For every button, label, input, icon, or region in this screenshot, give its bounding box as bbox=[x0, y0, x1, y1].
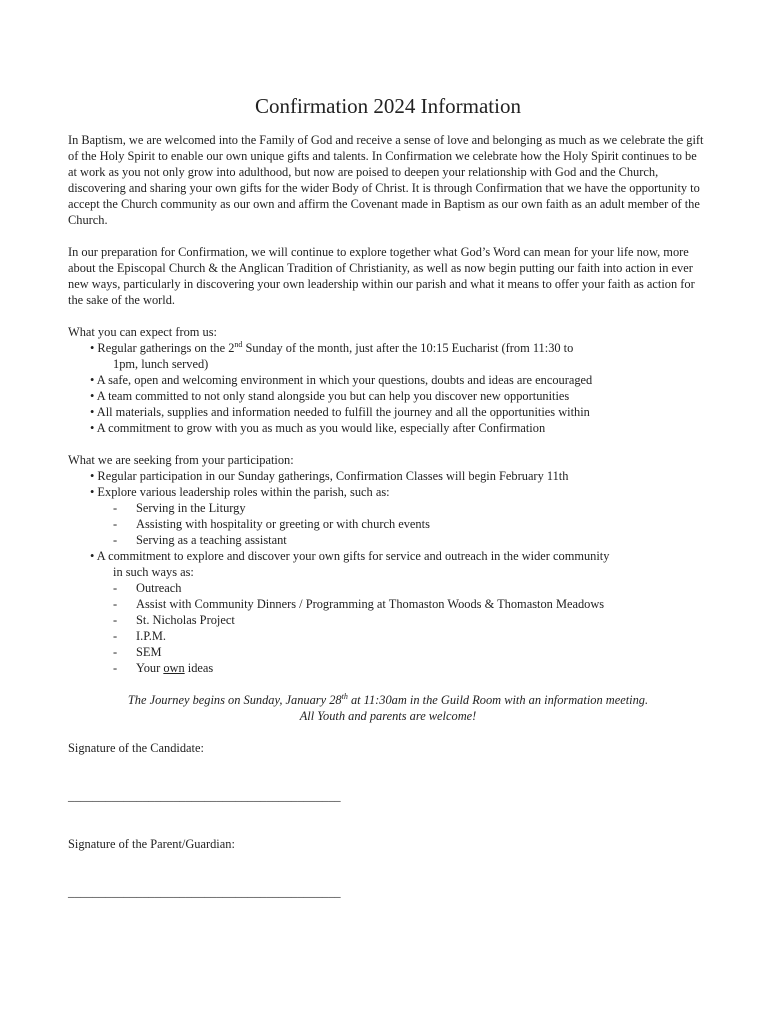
list-item bbox=[68, 612, 708, 628]
list-item bbox=[68, 644, 708, 660]
expect-bullet-team: • A team committed to not only stand alongside you but can help you discover new opportunities bbox=[90, 389, 570, 403]
candidate-signature-label: Signature of the Candidate: bbox=[68, 741, 204, 755]
dash-marker: - bbox=[113, 645, 118, 659]
dash-marker: - bbox=[113, 613, 118, 627]
intro-paragraph-preparation: In our preparation for Confirmation, we will continue to explore together what God’s Word can mean for your life now, more about the Episcopal Church & the Anglican Tradition of Christianity, as well as now begin putting our faith into action in ever new ways, particularly in discovering your own leadership within our parish and what it means to offer your faith as action for the sake of the world. bbox=[68, 245, 695, 307]
way-text-part: Your bbox=[136, 661, 164, 675]
list-item bbox=[68, 660, 708, 676]
seeking-heading: What we are seeking from your participation: bbox=[68, 453, 294, 467]
way-text: St. Nicholas Project bbox=[136, 613, 235, 627]
way-text: Outreach bbox=[136, 581, 182, 595]
list-item bbox=[68, 516, 708, 532]
seeking-bullet-outreach-cont: in such ways as: bbox=[113, 565, 194, 579]
seeking-bullet-leadership: • Explore various leadership roles within the parish, such as: bbox=[90, 485, 390, 499]
way-text: SEM bbox=[136, 645, 162, 659]
parent-signature-label: Signature of the Parent/Guardian: bbox=[68, 837, 235, 851]
list-item bbox=[68, 532, 708, 548]
dash-marker: - bbox=[113, 517, 118, 531]
ordinal-suffix: th bbox=[341, 691, 348, 701]
bullet-text: • Regular gatherings on the 2 bbox=[90, 341, 235, 355]
expect-section bbox=[68, 324, 708, 436]
intro-paragraph-baptism: In Baptism, we are welcomed into the Family of God and receive a sense of love and belonging as much as we celebrate the gift of the Holy Spirit to enable our own unique gifts and talents. In Confirmation we celebrate how the Holy Spirit continues to be at work as you not only grow into adulthood, but now are poised to deepen your relationship with God and the Church, discovering and sharing your own gifts for the wider Body of Christ. It is through Confirmation that we have the opportunity to accept the Church community as our own and affirm the Covenant made in Baptism as our own faith as an adult member of the Church. bbox=[68, 133, 704, 227]
seeking-bullet-outreach: • A commitment to explore and discover your own gifts for service and outreach in the wider community bbox=[90, 549, 610, 563]
way-text-part: ideas bbox=[184, 661, 214, 675]
document-page bbox=[68, 92, 708, 900]
role-text: Serving in the Liturgy bbox=[136, 501, 246, 515]
journey-text: The Journey begins on Sunday, January 28 bbox=[127, 693, 342, 707]
parent-signature-line[interactable]: ____________________________________________ bbox=[68, 885, 341, 899]
seeking-section bbox=[68, 452, 708, 676]
expect-bullet-environment: • A safe, open and welcoming environment in which your questions, doubts and ideas are encouraged bbox=[90, 373, 593, 387]
list-item bbox=[68, 580, 708, 596]
bullet-text: Sunday of the month, just after the 10:15 Eucharist (from 11:30 to bbox=[242, 341, 574, 355]
expect-bullet-materials: • All materials, supplies and information needed to fulfill the journey and all the opportunities within bbox=[90, 405, 590, 419]
seeking-bullet-participation: • Regular participation in our Sunday gatherings, Confirmation Classes will begin February 11th bbox=[90, 469, 569, 483]
journey-text: at 11:30am in the Guild Room with an information meeting. bbox=[347, 693, 649, 707]
expect-bullet-gatherings-cont: 1pm, lunch served) bbox=[113, 357, 209, 371]
dash-marker: - bbox=[113, 533, 118, 547]
way-text: I.P.M. bbox=[136, 629, 166, 643]
role-text: Serving as a teaching assistant bbox=[136, 533, 287, 547]
list-item bbox=[68, 628, 708, 644]
way-text-own-ideas bbox=[113, 660, 213, 676]
expect-heading: What you can expect from us: bbox=[68, 325, 217, 339]
ordinal-suffix: nd bbox=[234, 339, 243, 349]
dash-marker: - bbox=[113, 597, 118, 611]
list-item bbox=[68, 500, 708, 516]
dash-marker: - bbox=[113, 581, 118, 595]
journey-note-line-2: All Youth and parents are welcome! bbox=[299, 709, 477, 723]
dash-marker: - bbox=[113, 501, 118, 515]
role-text: Assisting with hospitality or greeting or with church events bbox=[136, 517, 430, 531]
page-title: Confirmation 2024 Information bbox=[255, 94, 521, 118]
journey-note-line-1 bbox=[68, 692, 708, 708]
expect-bullet-commitment: • A commitment to grow with you as much as you would like, especially after Confirmation bbox=[90, 421, 546, 435]
dash-marker: - bbox=[113, 661, 118, 675]
way-text: Assist with Community Dinners / Programming at Thomaston Woods & Thomaston Meadows bbox=[136, 597, 605, 611]
underlined-word: own bbox=[163, 661, 185, 675]
expect-bullet-gatherings bbox=[68, 340, 708, 356]
list-item bbox=[68, 596, 708, 612]
candidate-signature-line[interactable]: ____________________________________________ bbox=[68, 789, 341, 803]
dash-marker: - bbox=[113, 629, 118, 643]
